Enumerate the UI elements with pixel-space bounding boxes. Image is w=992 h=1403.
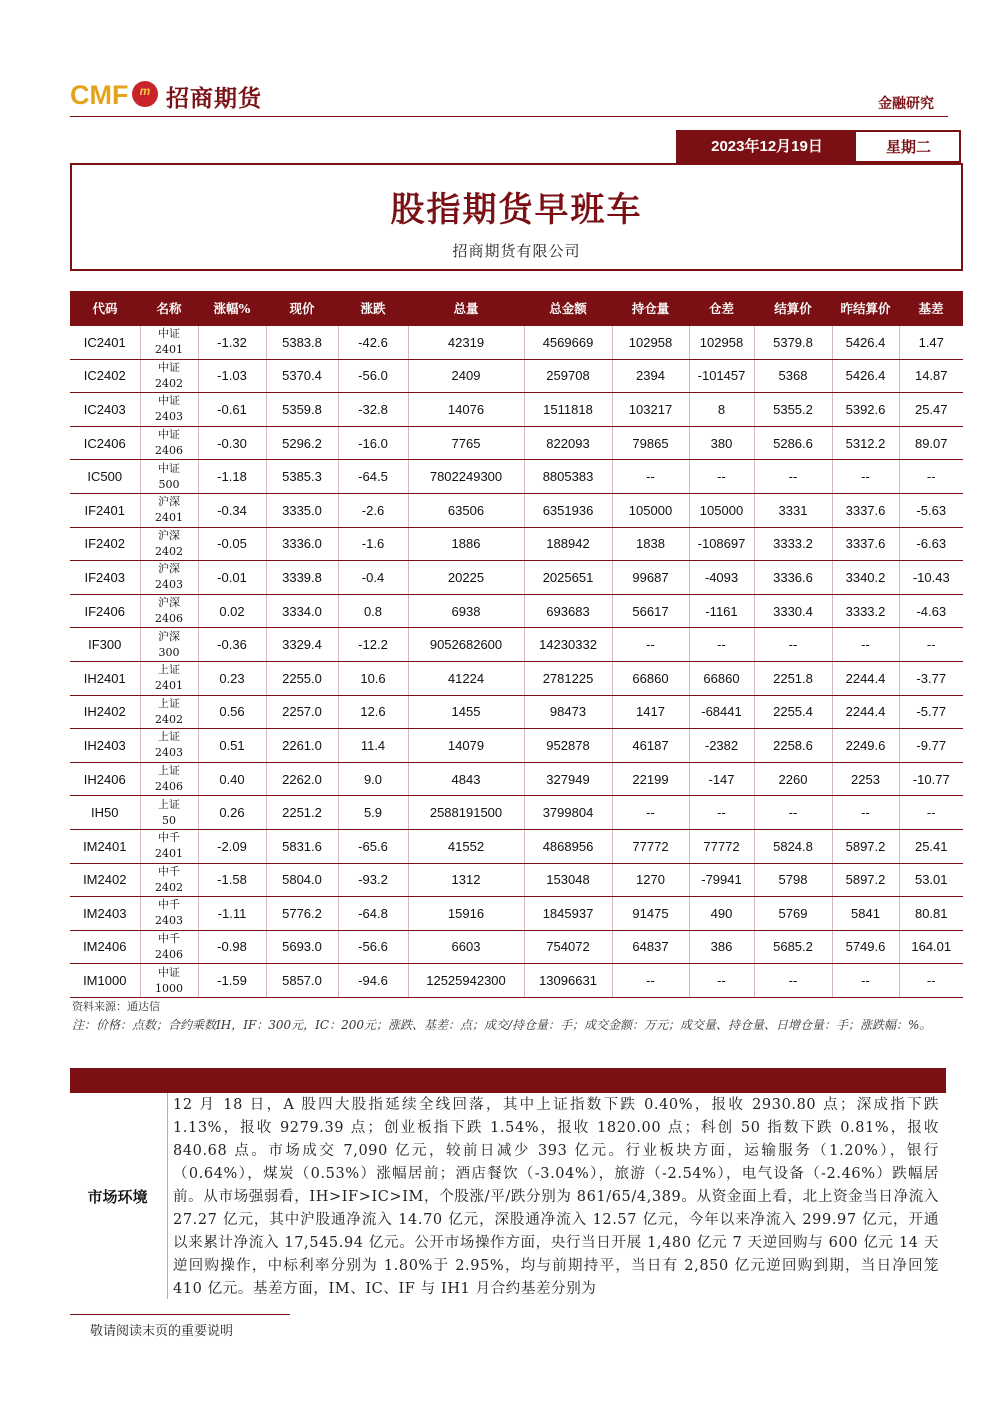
table-cell: 2244.4 bbox=[832, 661, 899, 695]
market-text: 12 月 18 日，A 股四大股指延续全线回落，其中上证指数下跌 0.40%，报收 2930.80 点；深成指下跌 1.13%，报收 9279.39 点；创业板指下跌 1.54%，报收 1820.00 点；科创 50 指数下跌 0.81%，报收 840.68 点。市场成交 7,090 亿元，较前日减少 393 亿元。行业板块方面，运输服务（1.20%），银行（0.64%），煤炭（0.53%）涨幅居前；酒店餐饮（-3.04%），旅游（-2.54%），电气设备（-2.46%）跌幅居前。从市场强弱看，IH>IF>IC>IM，个股涨/平/跌分别为 861/65/4,389。从资金面上看，北上资金当日净流入 27.27 亿元，其中沪股通净流入 14.70 亿元，深股通净流入 12.57 亿元，今年以来净流入 299.97 亿元，开通以来累计净流入 17,545.94 亿元。公开市场操作方面，央行当日开展 1,480 亿元 7 天逆回购与 600 亿元 14 天逆回购操作，中标利率分别为 1.80%于 2.95%，均与前期持平，当日有 2,850 亿元逆回购到期，当日净回笼 410 亿元。基差方面，IM、IC、IF 与 IH1 月合约基差分别为 bbox=[173, 1097, 939, 1297]
table-cell: -93.2 bbox=[338, 863, 408, 897]
table-cell: 5897.2 bbox=[832, 863, 899, 897]
table-cell: 12.6 bbox=[338, 695, 408, 729]
table-cell: 2258.6 bbox=[754, 729, 832, 763]
data-source: 资料来源：通达信 bbox=[72, 1000, 160, 1013]
table-cell: 4569669 bbox=[524, 326, 612, 359]
table-cell: IF300 bbox=[70, 628, 140, 662]
table-cell: -0.98 bbox=[198, 930, 266, 964]
table-cell: 中千 2403 bbox=[140, 897, 198, 931]
table-cell: 5383.8 bbox=[266, 326, 338, 359]
table-row bbox=[70, 796, 963, 830]
table-row bbox=[70, 527, 963, 561]
table-cell: 20225 bbox=[408, 561, 524, 595]
table-cell: 0.02 bbox=[198, 594, 266, 628]
table-cell: -64.5 bbox=[338, 460, 408, 494]
table-row bbox=[70, 762, 963, 796]
table-cell: 102958 bbox=[689, 326, 754, 359]
market-divider bbox=[167, 1093, 168, 1299]
report-title: 股指期货早班车 bbox=[390, 190, 643, 230]
table-cell: 80.81 bbox=[899, 897, 963, 931]
table-cell: 2251.2 bbox=[266, 796, 338, 830]
table-cell: IF2403 bbox=[70, 561, 140, 595]
table-cell: 3335.0 bbox=[266, 493, 338, 527]
table-row bbox=[70, 897, 963, 931]
title-box bbox=[70, 163, 963, 271]
table-cell: 2394 bbox=[612, 359, 689, 393]
company-name: 招商期货有限公司 bbox=[452, 242, 581, 260]
table-row bbox=[70, 393, 963, 427]
table-cell: 3340.2 bbox=[832, 561, 899, 595]
table-cell: -68441 bbox=[689, 695, 754, 729]
table-cell: 0.56 bbox=[198, 695, 266, 729]
table-cell: 3331 bbox=[754, 493, 832, 527]
table-row bbox=[70, 661, 963, 695]
header-divider bbox=[70, 116, 948, 117]
table-cell: 上证 2406 bbox=[140, 762, 198, 796]
table-cell: IF2406 bbox=[70, 594, 140, 628]
table-cell: 6603 bbox=[408, 930, 524, 964]
table-cell: 952878 bbox=[524, 729, 612, 763]
table-cell: -2382 bbox=[689, 729, 754, 763]
table-cell: 102958 bbox=[612, 326, 689, 359]
table-cell: -42.6 bbox=[338, 326, 408, 359]
table-cell: 14076 bbox=[408, 393, 524, 427]
table-cell: 0.23 bbox=[198, 661, 266, 695]
table-cell: 4843 bbox=[408, 762, 524, 796]
table-cell: 1886 bbox=[408, 527, 524, 561]
company-logo bbox=[70, 78, 270, 112]
table-cell: 259708 bbox=[524, 359, 612, 393]
logo-latin: CMF bbox=[70, 80, 129, 110]
table-cell: 5749.6 bbox=[832, 930, 899, 964]
table-cell: 沪深 2406 bbox=[140, 594, 198, 628]
table-row bbox=[70, 695, 963, 729]
table-cell: 5824.8 bbox=[754, 829, 832, 863]
table-row bbox=[70, 326, 963, 359]
market-label: 市场环境 bbox=[87, 1188, 148, 1206]
column-header: 昨结算价 bbox=[832, 291, 899, 326]
table-cell: -1.18 bbox=[198, 460, 266, 494]
column-header: 名称 bbox=[140, 291, 198, 326]
table-cell: 42319 bbox=[408, 326, 524, 359]
table-cell: 2262.0 bbox=[266, 762, 338, 796]
table-cell: 5841 bbox=[832, 897, 899, 931]
table-cell: 14079 bbox=[408, 729, 524, 763]
table-cell: 5769 bbox=[754, 897, 832, 931]
table-row bbox=[70, 829, 963, 863]
footer-disclaimer: 敬请阅读末页的重要说明 bbox=[90, 1324, 234, 1339]
table-cell: 77772 bbox=[689, 829, 754, 863]
table-cell: 1270 bbox=[612, 863, 689, 897]
table-cell: 中证 2403 bbox=[140, 393, 198, 427]
table-cell: 5798 bbox=[754, 863, 832, 897]
table-cell: 5.9 bbox=[338, 796, 408, 830]
table-row bbox=[70, 426, 963, 460]
table-cell: IH50 bbox=[70, 796, 140, 830]
table-cell: -64.8 bbox=[338, 897, 408, 931]
table-cell: 66860 bbox=[689, 661, 754, 695]
table-cell: 5368 bbox=[754, 359, 832, 393]
column-header: 总量 bbox=[408, 291, 524, 326]
table-cell: 1845937 bbox=[524, 897, 612, 931]
table-cell: 中证 1000 bbox=[140, 964, 198, 998]
table-cell: IM1000 bbox=[70, 964, 140, 998]
table-cell: 53.01 bbox=[899, 863, 963, 897]
table-cell: 89.07 bbox=[899, 426, 963, 460]
column-header: 代码 bbox=[70, 291, 140, 326]
table-cell: 12525942300 bbox=[408, 964, 524, 998]
table-cell: 0.8 bbox=[338, 594, 408, 628]
table-row bbox=[70, 930, 963, 964]
table-cell: -32.8 bbox=[338, 393, 408, 427]
table-cell: 沪深 2403 bbox=[140, 561, 198, 595]
table-cell: 66860 bbox=[612, 661, 689, 695]
table-cell: 3330.4 bbox=[754, 594, 832, 628]
table-cell: 5426.4 bbox=[832, 326, 899, 359]
table-cell: 中千 2406 bbox=[140, 930, 198, 964]
table-cell: IC500 bbox=[70, 460, 140, 494]
table-cell: 中证 500 bbox=[140, 460, 198, 494]
column-header: 基差 bbox=[899, 291, 963, 326]
table-cell: -1161 bbox=[689, 594, 754, 628]
table-cell: 2781225 bbox=[524, 661, 612, 695]
table-cell: 中千 2402 bbox=[140, 863, 198, 897]
table-row bbox=[70, 493, 963, 527]
table-cell: 41224 bbox=[408, 661, 524, 695]
table-cell: 105000 bbox=[612, 493, 689, 527]
table-cell: 327949 bbox=[524, 762, 612, 796]
table-cell: 5857.0 bbox=[266, 964, 338, 998]
table-cell: IM2403 bbox=[70, 897, 140, 931]
table-header-row bbox=[70, 291, 963, 326]
table-cell: 1.47 bbox=[899, 326, 963, 359]
table-cell: 5355.2 bbox=[754, 393, 832, 427]
table-cell: 13096631 bbox=[524, 964, 612, 998]
table-cell: IC2401 bbox=[70, 326, 140, 359]
table-cell: -- bbox=[832, 460, 899, 494]
table-cell: -6.63 bbox=[899, 527, 963, 561]
table-cell: 3799804 bbox=[524, 796, 612, 830]
table-cell: 0.26 bbox=[198, 796, 266, 830]
table-row bbox=[70, 628, 963, 662]
table-cell: 99687 bbox=[612, 561, 689, 595]
table-row bbox=[70, 863, 963, 897]
table-cell: -1.32 bbox=[198, 326, 266, 359]
table-body bbox=[70, 326, 963, 997]
table-cell: 22199 bbox=[612, 762, 689, 796]
footer-divider bbox=[70, 1314, 290, 1315]
column-header: 现价 bbox=[266, 291, 338, 326]
table-cell: 822093 bbox=[524, 426, 612, 460]
table-cell: 5359.8 bbox=[266, 393, 338, 427]
table-cell: 380 bbox=[689, 426, 754, 460]
table-cell: IC2403 bbox=[70, 393, 140, 427]
table-cell: IM2401 bbox=[70, 829, 140, 863]
table-cell: IH2401 bbox=[70, 661, 140, 695]
table-cell: 5312.2 bbox=[832, 426, 899, 460]
table-cell: 沪深 2401 bbox=[140, 493, 198, 527]
table-cell: 3336.0 bbox=[266, 527, 338, 561]
table-cell: -- bbox=[832, 964, 899, 998]
table-cell: -12.2 bbox=[338, 628, 408, 662]
table-row bbox=[70, 594, 963, 628]
table-cell: -- bbox=[754, 796, 832, 830]
table-cell: -3.77 bbox=[899, 661, 963, 695]
table-cell: 5392.6 bbox=[832, 393, 899, 427]
table-cell: -- bbox=[689, 628, 754, 662]
table-cell: 8805383 bbox=[524, 460, 612, 494]
market-section-bar bbox=[70, 1068, 946, 1093]
table-cell: -56.6 bbox=[338, 930, 408, 964]
table-cell: 3333.2 bbox=[832, 594, 899, 628]
table-cell: 中证 2402 bbox=[140, 359, 198, 393]
table-cell: -101457 bbox=[689, 359, 754, 393]
table-cell: 3333.2 bbox=[754, 527, 832, 561]
table-cell: IH2402 bbox=[70, 695, 140, 729]
table-cell: 沪深 2402 bbox=[140, 527, 198, 561]
column-header: 结算价 bbox=[754, 291, 832, 326]
table-cell: IH2403 bbox=[70, 729, 140, 763]
column-header: 涨幅% bbox=[198, 291, 266, 326]
table-cell: 2251.8 bbox=[754, 661, 832, 695]
table-cell: 5831.6 bbox=[266, 829, 338, 863]
table-cell: 3334.0 bbox=[266, 594, 338, 628]
date-box bbox=[676, 130, 961, 163]
table-cell: 7802249300 bbox=[408, 460, 524, 494]
table-cell: -108697 bbox=[689, 527, 754, 561]
table-cell: 2409 bbox=[408, 359, 524, 393]
table-cell: 中证 2401 bbox=[140, 326, 198, 359]
table-cell: 4868956 bbox=[524, 829, 612, 863]
table-cell: 0.51 bbox=[198, 729, 266, 763]
table-cell: 9052682600 bbox=[408, 628, 524, 662]
table-cell: IF2401 bbox=[70, 493, 140, 527]
table-cell: -2.6 bbox=[338, 493, 408, 527]
table-cell: -- bbox=[832, 796, 899, 830]
table-cell: 25.41 bbox=[899, 829, 963, 863]
table-cell: 1511818 bbox=[524, 393, 612, 427]
table-cell: 1838 bbox=[612, 527, 689, 561]
table-cell: -65.6 bbox=[338, 829, 408, 863]
table-cell: 2260 bbox=[754, 762, 832, 796]
table-note: 注：价格：点数；合约乘数IH，IF：300元，IC：200元；涨跌、基差：点；成交/持仓量：手；成交金额：万元；成交量、持仓量、日增仓量：手；涨跌幅：%。 bbox=[72, 1018, 932, 1032]
table-cell: 5685.2 bbox=[754, 930, 832, 964]
table-cell: 693683 bbox=[524, 594, 612, 628]
table-cell: 上证 50 bbox=[140, 796, 198, 830]
table-cell: -0.61 bbox=[198, 393, 266, 427]
table-cell: -1.6 bbox=[338, 527, 408, 561]
table-cell: -94.6 bbox=[338, 964, 408, 998]
table-cell: 11.4 bbox=[338, 729, 408, 763]
table-cell: -1.59 bbox=[198, 964, 266, 998]
logo-badge-icon bbox=[132, 81, 158, 107]
table-cell: 5776.2 bbox=[266, 897, 338, 931]
table-cell: 5426.4 bbox=[832, 359, 899, 393]
table-cell: -- bbox=[612, 796, 689, 830]
table-cell: 77772 bbox=[612, 829, 689, 863]
table-cell: 14.87 bbox=[899, 359, 963, 393]
table-cell: 2025651 bbox=[524, 561, 612, 595]
table-cell: -- bbox=[689, 460, 754, 494]
table-cell: -9.77 bbox=[899, 729, 963, 763]
table-cell: 490 bbox=[689, 897, 754, 931]
table-cell: 754072 bbox=[524, 930, 612, 964]
table-cell: 5693.0 bbox=[266, 930, 338, 964]
table-cell: 中证 2406 bbox=[140, 426, 198, 460]
table-cell: 3337.6 bbox=[832, 527, 899, 561]
table-cell: -56.0 bbox=[338, 359, 408, 393]
table-cell: -- bbox=[754, 964, 832, 998]
table-cell: 386 bbox=[689, 930, 754, 964]
table-cell: -0.01 bbox=[198, 561, 266, 595]
table-cell: 2253 bbox=[832, 762, 899, 796]
table-cell: 98473 bbox=[524, 695, 612, 729]
table-cell: 15916 bbox=[408, 897, 524, 931]
table-cell: 2255.4 bbox=[754, 695, 832, 729]
table-row bbox=[70, 460, 963, 494]
table-cell: -1.11 bbox=[198, 897, 266, 931]
table-cell: 41552 bbox=[408, 829, 524, 863]
table-cell: 2255.0 bbox=[266, 661, 338, 695]
table-row bbox=[70, 964, 963, 998]
table-cell: -- bbox=[899, 796, 963, 830]
table-cell: 105000 bbox=[689, 493, 754, 527]
table-cell: 64837 bbox=[612, 930, 689, 964]
table-cell: 7765 bbox=[408, 426, 524, 460]
table-cell: 9.0 bbox=[338, 762, 408, 796]
table-cell: -- bbox=[899, 460, 963, 494]
table-cell: -4093 bbox=[689, 561, 754, 595]
table-cell: -- bbox=[899, 964, 963, 998]
table-cell: IH2406 bbox=[70, 762, 140, 796]
table-cell: -0.34 bbox=[198, 493, 266, 527]
table-cell: IC2406 bbox=[70, 426, 140, 460]
table-row bbox=[70, 729, 963, 763]
table-cell: 0.40 bbox=[198, 762, 266, 796]
table-cell: IM2406 bbox=[70, 930, 140, 964]
table-cell: 2588191500 bbox=[408, 796, 524, 830]
table-cell: -0.05 bbox=[198, 527, 266, 561]
futures-quote-table bbox=[70, 291, 963, 998]
table-cell: 3339.8 bbox=[266, 561, 338, 595]
table-cell: 5385.3 bbox=[266, 460, 338, 494]
table-cell: 2244.4 bbox=[832, 695, 899, 729]
table-cell: 6351936 bbox=[524, 493, 612, 527]
table-row bbox=[70, 359, 963, 393]
table-cell: -- bbox=[689, 964, 754, 998]
table-cell: -2.09 bbox=[198, 829, 266, 863]
table-cell: -- bbox=[612, 628, 689, 662]
column-header: 持仓量 bbox=[612, 291, 689, 326]
logo-chinese: 招商期货 bbox=[166, 85, 262, 112]
table-cell: -1.58 bbox=[198, 863, 266, 897]
table-cell: 6938 bbox=[408, 594, 524, 628]
table-cell: -4.63 bbox=[899, 594, 963, 628]
table-cell: 5286.6 bbox=[754, 426, 832, 460]
table-cell: 5897.2 bbox=[832, 829, 899, 863]
table-cell: IM2402 bbox=[70, 863, 140, 897]
table-cell: -- bbox=[612, 460, 689, 494]
table-cell: -- bbox=[689, 796, 754, 830]
table-cell: 5296.2 bbox=[266, 426, 338, 460]
report-date: 2023年12月19日 bbox=[678, 132, 856, 161]
table-cell: 14230332 bbox=[524, 628, 612, 662]
table-cell: 3336.6 bbox=[754, 561, 832, 595]
table-cell: -0.30 bbox=[198, 426, 266, 460]
table-cell: -- bbox=[899, 628, 963, 662]
column-header: 仓差 bbox=[689, 291, 754, 326]
table-cell: 153048 bbox=[524, 863, 612, 897]
table-cell: -5.77 bbox=[899, 695, 963, 729]
table-cell: -0.36 bbox=[198, 628, 266, 662]
column-header: 涨跌 bbox=[338, 291, 408, 326]
table-cell: 8 bbox=[689, 393, 754, 427]
table-row bbox=[70, 561, 963, 595]
table-cell: 103217 bbox=[612, 393, 689, 427]
table-cell: -147 bbox=[689, 762, 754, 796]
table-cell: 63506 bbox=[408, 493, 524, 527]
table-cell: -16.0 bbox=[338, 426, 408, 460]
logo-badge-text: m bbox=[139, 84, 151, 98]
table-cell: -10.43 bbox=[899, 561, 963, 595]
report-weekday: 星期二 bbox=[885, 138, 931, 156]
table-cell: 中千 2401 bbox=[140, 829, 198, 863]
table-cell: 1417 bbox=[612, 695, 689, 729]
table-cell: 79865 bbox=[612, 426, 689, 460]
table-cell: 25.47 bbox=[899, 393, 963, 427]
table-cell: 沪深 300 bbox=[140, 628, 198, 662]
table-cell: 1455 bbox=[408, 695, 524, 729]
table-cell: 91475 bbox=[612, 897, 689, 931]
table-cell: 5370.4 bbox=[266, 359, 338, 393]
table-cell: IC2402 bbox=[70, 359, 140, 393]
table-cell: -10.77 bbox=[899, 762, 963, 796]
table-cell: 10.6 bbox=[338, 661, 408, 695]
column-header: 总金额 bbox=[524, 291, 612, 326]
table-cell: -1.03 bbox=[198, 359, 266, 393]
table-cell: -- bbox=[612, 964, 689, 998]
section-label: 金融研究 bbox=[878, 96, 934, 112]
table-cell: 2257.0 bbox=[266, 695, 338, 729]
table-cell: 上证 2402 bbox=[140, 695, 198, 729]
table-cell: 5804.0 bbox=[266, 863, 338, 897]
table-cell: -79941 bbox=[689, 863, 754, 897]
table-cell: 上证 2403 bbox=[140, 729, 198, 763]
table-cell: 46187 bbox=[612, 729, 689, 763]
table-cell: 2261.0 bbox=[266, 729, 338, 763]
table-cell: -- bbox=[754, 460, 832, 494]
table-cell: 2249.6 bbox=[832, 729, 899, 763]
table-cell: 56617 bbox=[612, 594, 689, 628]
table-cell: 3329.4 bbox=[266, 628, 338, 662]
table-cell: 164.01 bbox=[899, 930, 963, 964]
table-cell: 5379.8 bbox=[754, 326, 832, 359]
table-cell: IF2402 bbox=[70, 527, 140, 561]
table-cell: 1312 bbox=[408, 863, 524, 897]
table-cell: -5.63 bbox=[899, 493, 963, 527]
table-cell: -- bbox=[832, 628, 899, 662]
table-cell: -- bbox=[754, 628, 832, 662]
table-cell: 3337.6 bbox=[832, 493, 899, 527]
table-cell: 188942 bbox=[524, 527, 612, 561]
table-cell: 上证 2401 bbox=[140, 661, 198, 695]
table-cell: -0.4 bbox=[338, 561, 408, 595]
